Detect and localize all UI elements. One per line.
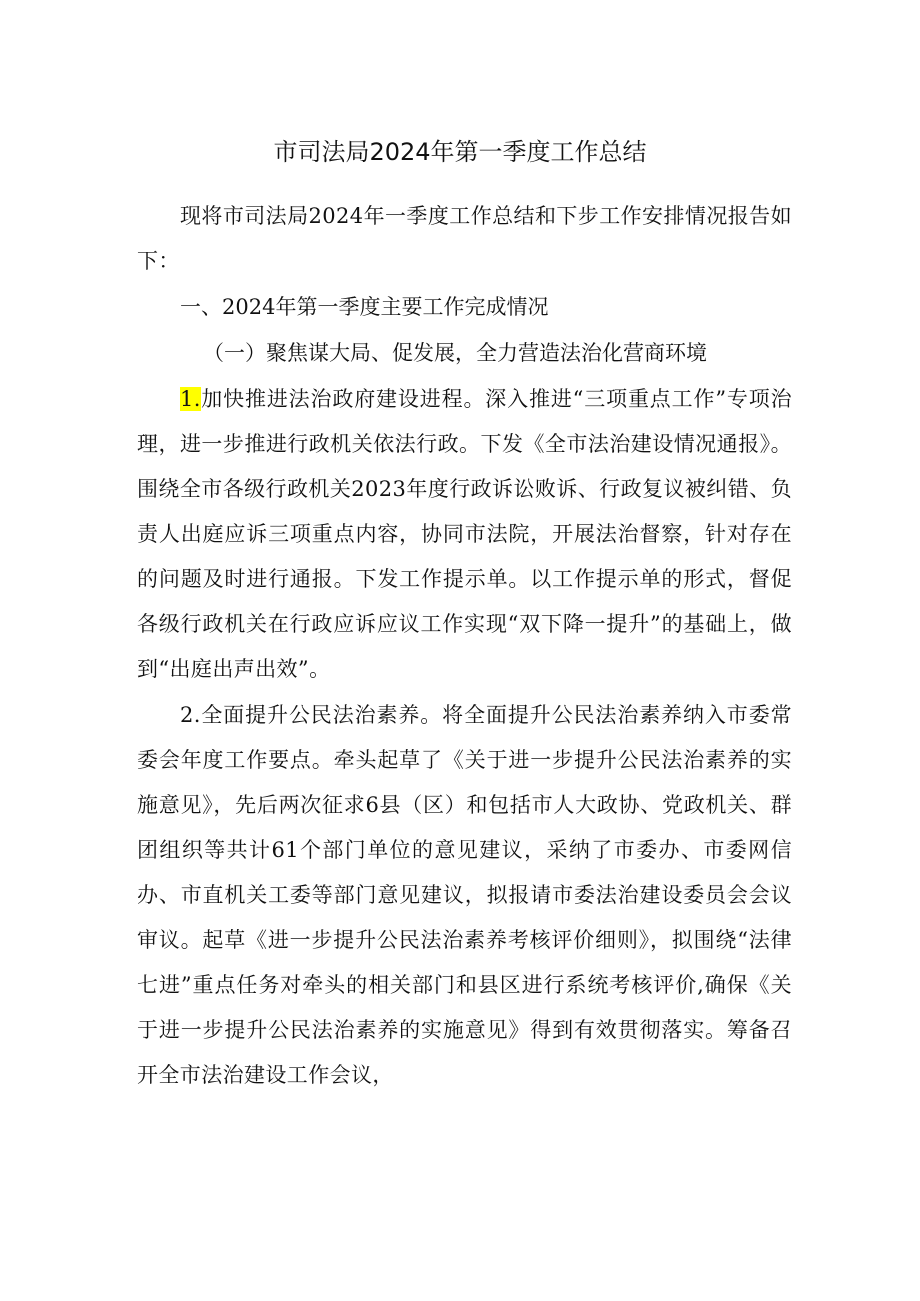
section-heading: 一、2024年第一季度主要工作完成情况 <box>180 295 549 319</box>
highlighted-item-number: 1. <box>180 387 201 411</box>
subsection-heading: （一）聚焦谋大局、促发展，全力营造法治化营商环境 <box>203 341 707 365</box>
document-body <box>137 194 792 1098</box>
intro-paragraph: 现将市司法局2024年一季度工作总结和下步工作安排情况报告如下： <box>137 204 792 273</box>
item-1-text: 加快推进法治政府建设进程。深入推进“三项重点工作”专项治理，进一步推进行政机关依法行政。下发《全市法治建设情况通报》。围绕全市各级行政机关2023年度行政诉讼败诉、行政复议被纠错、负责人出庭应诉三项重点内容，协同市法院，开展法治督察，针对存在的问题及时进行通报。下发工作提示单。以工作提示单的形式，督促各级行政机关在行政应诉应议工作实现“双下降一提升”的基础上，做到“出庭出声出效”。 <box>137 387 792 681</box>
document-title: 市司法局2024年第一季度工作总结 <box>273 138 647 166</box>
item-1-paragraph <box>137 377 792 692</box>
item-2-paragraph: 2.全面提升公民法治素养。将全面提升公民法治素养纳入市委常委会年度工作要点。牵头起草了《关于进一步提升公民法治素养的实施意见》，先后两次征求6县（区）和包括市人大政协、党政机关、群团组织等共计61个部门单位的意见建议，采纳了市委办、市委网信办、市直机关工委等部门意见建议，拟报请市委法治建设委员会会议审议。起草《进一步提升公民法治素养考核评价细则》，拟围绕“法律七进”重点任务对牵头的相关部门和县区进行系统考核评价,确保《关于进一步提升公民法治素养的实施意见》得到有效贯彻落实。筹备召开全市法治建设工作会议， <box>137 703 792 1087</box>
